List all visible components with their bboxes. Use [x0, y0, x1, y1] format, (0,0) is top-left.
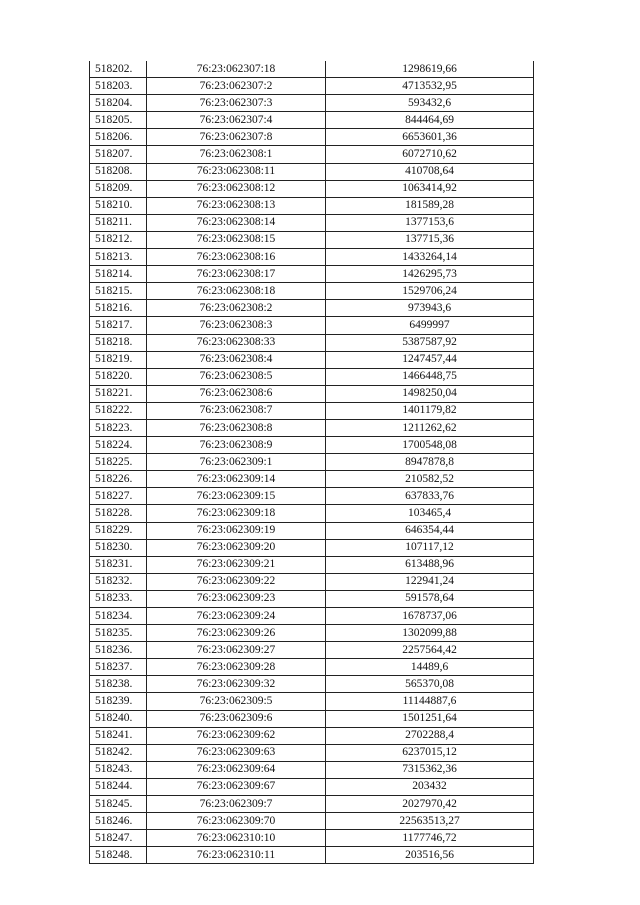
cadastral-number-cell: 76:23:062308:18 — [147, 283, 326, 300]
cadastral-number-cell: 76:23:062309:32 — [147, 676, 326, 693]
cadastral-value-cell: 1498250,04 — [326, 385, 534, 402]
cadastral-number-cell: 76:23:062308:13 — [147, 197, 326, 214]
cadastral-value-cell: 2257564,42 — [326, 642, 534, 659]
cadastral-value-cell: 1700548,08 — [326, 437, 534, 454]
row-number-cell: 518215. — [90, 283, 147, 300]
cadastral-number-cell: 76:23:062308:11 — [147, 163, 326, 180]
row-number-cell: 518225. — [90, 454, 147, 471]
row-number-cell: 518211. — [90, 214, 147, 231]
row-number-cell: 518224. — [90, 437, 147, 454]
cadastral-value-cell: 5387587,92 — [326, 334, 534, 351]
table-row — [90, 214, 534, 231]
cadastral-value-cell: 1401179,82 — [326, 402, 534, 419]
row-number-cell: 518222. — [90, 402, 147, 419]
cadastral-number-cell: 76:23:062309:26 — [147, 625, 326, 642]
cadastral-number-cell: 76:23:062307:8 — [147, 129, 326, 146]
cadastral-number-cell: 76:23:062309:24 — [147, 608, 326, 625]
cadastral-number-cell: 76:23:062309:1 — [147, 454, 326, 471]
table-row — [90, 830, 534, 847]
cadastral-number-cell: 76:23:062309:5 — [147, 693, 326, 710]
cadastral-value-cell: 1063414,92 — [326, 180, 534, 197]
cadastral-value-cell: 103465,4 — [326, 505, 534, 522]
table-row — [90, 625, 534, 642]
cadastral-number-cell: 76:23:062309:23 — [147, 590, 326, 607]
table-row — [90, 351, 534, 368]
cadastral-number-cell: 76:23:062309:63 — [147, 744, 326, 761]
table-row — [90, 778, 534, 795]
table-row — [90, 419, 534, 436]
table-row — [90, 300, 534, 317]
row-number-cell: 518238. — [90, 676, 147, 693]
cadastral-number-cell: 76:23:062310:10 — [147, 830, 326, 847]
cadastral-value-cell: 1177746,72 — [326, 830, 534, 847]
cadastral-value-cell: 1433264,14 — [326, 249, 534, 266]
table-row — [90, 727, 534, 744]
row-number-cell: 518230. — [90, 539, 147, 556]
cadastral-number-cell: 76:23:062309:62 — [147, 727, 326, 744]
cadastral-number-cell: 76:23:062308:16 — [147, 249, 326, 266]
cadastral-number-cell: 76:23:062307:3 — [147, 95, 326, 112]
cadastral-value-cell: 2702288,4 — [326, 727, 534, 744]
row-number-cell: 518214. — [90, 266, 147, 283]
cadastral-value-cell: 7315362,36 — [326, 761, 534, 778]
cadastral-value-cell: 122941,24 — [326, 573, 534, 590]
table-row — [90, 556, 534, 573]
cadastral-number-cell: 76:23:062309:28 — [147, 659, 326, 676]
cadastral-number-cell: 76:23:062309:27 — [147, 642, 326, 659]
table-row — [90, 573, 534, 590]
cadastral-value-cell: 1501251,64 — [326, 710, 534, 727]
row-number-cell: 518228. — [90, 505, 147, 522]
cadastral-value-cell: 591578,64 — [326, 590, 534, 607]
table-row — [90, 231, 534, 248]
table-row — [90, 710, 534, 727]
cadastral-value-cell: 203432 — [326, 778, 534, 795]
cadastral-value-cell: 1298619,66 — [326, 61, 534, 78]
table-row — [90, 112, 534, 129]
row-number-cell: 518227. — [90, 488, 147, 505]
cadastral-value-cell: 6499997 — [326, 317, 534, 334]
cadastral-value-cell: 973943,6 — [326, 300, 534, 317]
row-number-cell: 518209. — [90, 180, 147, 197]
row-number-cell: 518232. — [90, 573, 147, 590]
cadastral-number-cell: 76:23:062308:6 — [147, 385, 326, 402]
cadastral-value-cell: 6237015,12 — [326, 744, 534, 761]
row-number-cell: 518219. — [90, 351, 147, 368]
cadastral-number-cell: 76:23:062309:20 — [147, 539, 326, 556]
cadastral-number-cell: 76:23:062308:33 — [147, 334, 326, 351]
table-row — [90, 796, 534, 813]
cadastral-value-cell: 646354,44 — [326, 522, 534, 539]
row-number-cell: 518202. — [90, 61, 147, 78]
row-number-cell: 518247. — [90, 830, 147, 847]
row-number-cell: 518223. — [90, 419, 147, 436]
table-row — [90, 402, 534, 419]
cadastral-number-cell: 76:23:062308:17 — [147, 266, 326, 283]
cadastral-number-cell: 76:23:062307:2 — [147, 78, 326, 95]
cadastral-value-cell: 1678737,06 — [326, 608, 534, 625]
cadastral-value-cell: 6653601,36 — [326, 129, 534, 146]
row-number-cell: 518233. — [90, 590, 147, 607]
row-number-cell: 518245. — [90, 796, 147, 813]
table-row — [90, 385, 534, 402]
cadastral-number-cell: 76:23:062309:6 — [147, 710, 326, 727]
table-row — [90, 197, 534, 214]
cadastral-value-cell: 210582,52 — [326, 471, 534, 488]
table-row — [90, 249, 534, 266]
row-number-cell: 518208. — [90, 163, 147, 180]
table-row — [90, 505, 534, 522]
table-row — [90, 488, 534, 505]
cadastral-value-cell: 410708,64 — [326, 163, 534, 180]
row-number-cell: 518205. — [90, 112, 147, 129]
row-number-cell: 518234. — [90, 608, 147, 625]
cadastral-value-cell: 203516,56 — [326, 847, 534, 864]
cadastral-number-cell: 76:23:062309:22 — [147, 573, 326, 590]
table-row — [90, 693, 534, 710]
table-body — [90, 61, 534, 864]
row-number-cell: 518235. — [90, 625, 147, 642]
cadastral-number-cell: 76:23:062308:12 — [147, 180, 326, 197]
cadastral-value-cell: 1426295,73 — [326, 266, 534, 283]
row-number-cell: 518226. — [90, 471, 147, 488]
row-number-cell: 518216. — [90, 300, 147, 317]
row-number-cell: 518212. — [90, 231, 147, 248]
cadastral-value-cell: 1302099,88 — [326, 625, 534, 642]
table-row — [90, 146, 534, 163]
cadastral-value-cell: 22563513,27 — [326, 813, 534, 830]
cadastral-number-cell: 76:23:062309:67 — [147, 778, 326, 795]
row-number-cell: 518203. — [90, 78, 147, 95]
cadastral-number-cell: 76:23:062310:11 — [147, 847, 326, 864]
cadastral-number-cell: 76:23:062309:15 — [147, 488, 326, 505]
cadastral-value-cell: 1247457,44 — [326, 351, 534, 368]
cadastral-number-cell: 76:23:062308:7 — [147, 402, 326, 419]
table-row — [90, 368, 534, 385]
row-number-cell: 518240. — [90, 710, 147, 727]
cadastral-number-cell: 76:23:062308:4 — [147, 351, 326, 368]
table-row — [90, 676, 534, 693]
cadastral-value-cell: 137715,36 — [326, 231, 534, 248]
cadastral-value-cell: 181589,28 — [326, 197, 534, 214]
row-number-cell: 518248. — [90, 847, 147, 864]
table-row — [90, 471, 534, 488]
table-row — [90, 78, 534, 95]
cadastral-number-cell: 76:23:062308:5 — [147, 368, 326, 385]
row-number-cell: 518213. — [90, 249, 147, 266]
cadastral-number-cell: 76:23:062308:2 — [147, 300, 326, 317]
cadastral-value-cell: 613488,96 — [326, 556, 534, 573]
row-number-cell: 518243. — [90, 761, 147, 778]
row-number-cell: 518244. — [90, 778, 147, 795]
cadastral-value-cell: 4713532,95 — [326, 78, 534, 95]
cadastral-value-cell: 11144887,6 — [326, 693, 534, 710]
row-number-cell: 518206. — [90, 129, 147, 146]
row-number-cell: 518204. — [90, 95, 147, 112]
table-row — [90, 522, 534, 539]
cadastral-number-cell: 76:23:062309:19 — [147, 522, 326, 539]
row-number-cell: 518231. — [90, 556, 147, 573]
cadastral-number-cell: 76:23:062308:14 — [147, 214, 326, 231]
table-row — [90, 608, 534, 625]
row-number-cell: 518217. — [90, 317, 147, 334]
row-number-cell: 518207. — [90, 146, 147, 163]
table-row — [90, 813, 534, 830]
cadastral-value-cell: 107117,12 — [326, 539, 534, 556]
row-number-cell: 518239. — [90, 693, 147, 710]
cadastral-value-cell: 6072710,62 — [326, 146, 534, 163]
cadastral-value-cell: 637833,76 — [326, 488, 534, 505]
table-row — [90, 61, 534, 78]
cadastral-number-cell: 76:23:062309:18 — [147, 505, 326, 522]
cadastral-value-cell: 565370,08 — [326, 676, 534, 693]
cadastral-value-table — [89, 61, 534, 864]
table-row — [90, 539, 534, 556]
cadastral-number-cell: 76:23:062309:7 — [147, 796, 326, 813]
row-number-cell: 518210. — [90, 197, 147, 214]
table-row — [90, 642, 534, 659]
table-row — [90, 454, 534, 471]
cadastral-number-cell: 76:23:062307:4 — [147, 112, 326, 129]
row-number-cell: 518218. — [90, 334, 147, 351]
table-row — [90, 317, 534, 334]
table-row — [90, 266, 534, 283]
table-row — [90, 334, 534, 351]
table-row — [90, 744, 534, 761]
cadastral-value-cell: 8947878,8 — [326, 454, 534, 471]
row-number-cell: 518221. — [90, 385, 147, 402]
table-row — [90, 590, 534, 607]
table-row — [90, 437, 534, 454]
cadastral-value-cell: 593432,6 — [326, 95, 534, 112]
row-number-cell: 518229. — [90, 522, 147, 539]
cadastral-number-cell: 76:23:062309:14 — [147, 471, 326, 488]
row-number-cell: 518241. — [90, 727, 147, 744]
row-number-cell: 518236. — [90, 642, 147, 659]
table-row — [90, 847, 534, 864]
cadastral-number-cell: 76:23:062308:8 — [147, 419, 326, 436]
cadastral-number-cell: 76:23:062308:3 — [147, 317, 326, 334]
table-row — [90, 163, 534, 180]
row-number-cell: 518246. — [90, 813, 147, 830]
cadastral-value-cell: 1466448,75 — [326, 368, 534, 385]
row-number-cell: 518237. — [90, 659, 147, 676]
cadastral-number-cell: 76:23:062309:21 — [147, 556, 326, 573]
table-row — [90, 95, 534, 112]
table-row — [90, 129, 534, 146]
cadastral-number-cell: 76:23:062309:70 — [147, 813, 326, 830]
cadastral-number-cell: 76:23:062308:15 — [147, 231, 326, 248]
cadastral-number-cell: 76:23:062309:64 — [147, 761, 326, 778]
table-row — [90, 283, 534, 300]
cadastral-value-cell: 14489,6 — [326, 659, 534, 676]
cadastral-number-cell: 76:23:062308:1 — [147, 146, 326, 163]
cadastral-value-cell: 844464,69 — [326, 112, 534, 129]
table-row — [90, 180, 534, 197]
table-row — [90, 659, 534, 676]
row-number-cell: 518242. — [90, 744, 147, 761]
cadastral-number-cell: 76:23:062308:9 — [147, 437, 326, 454]
table-row — [90, 761, 534, 778]
cadastral-value-cell: 2027970,42 — [326, 796, 534, 813]
cadastral-value-cell: 1529706,24 — [326, 283, 534, 300]
cadastral-value-cell: 1211262,62 — [326, 419, 534, 436]
cadastral-value-cell: 1377153,6 — [326, 214, 534, 231]
row-number-cell: 518220. — [90, 368, 147, 385]
cadastral-number-cell: 76:23:062307:18 — [147, 61, 326, 78]
